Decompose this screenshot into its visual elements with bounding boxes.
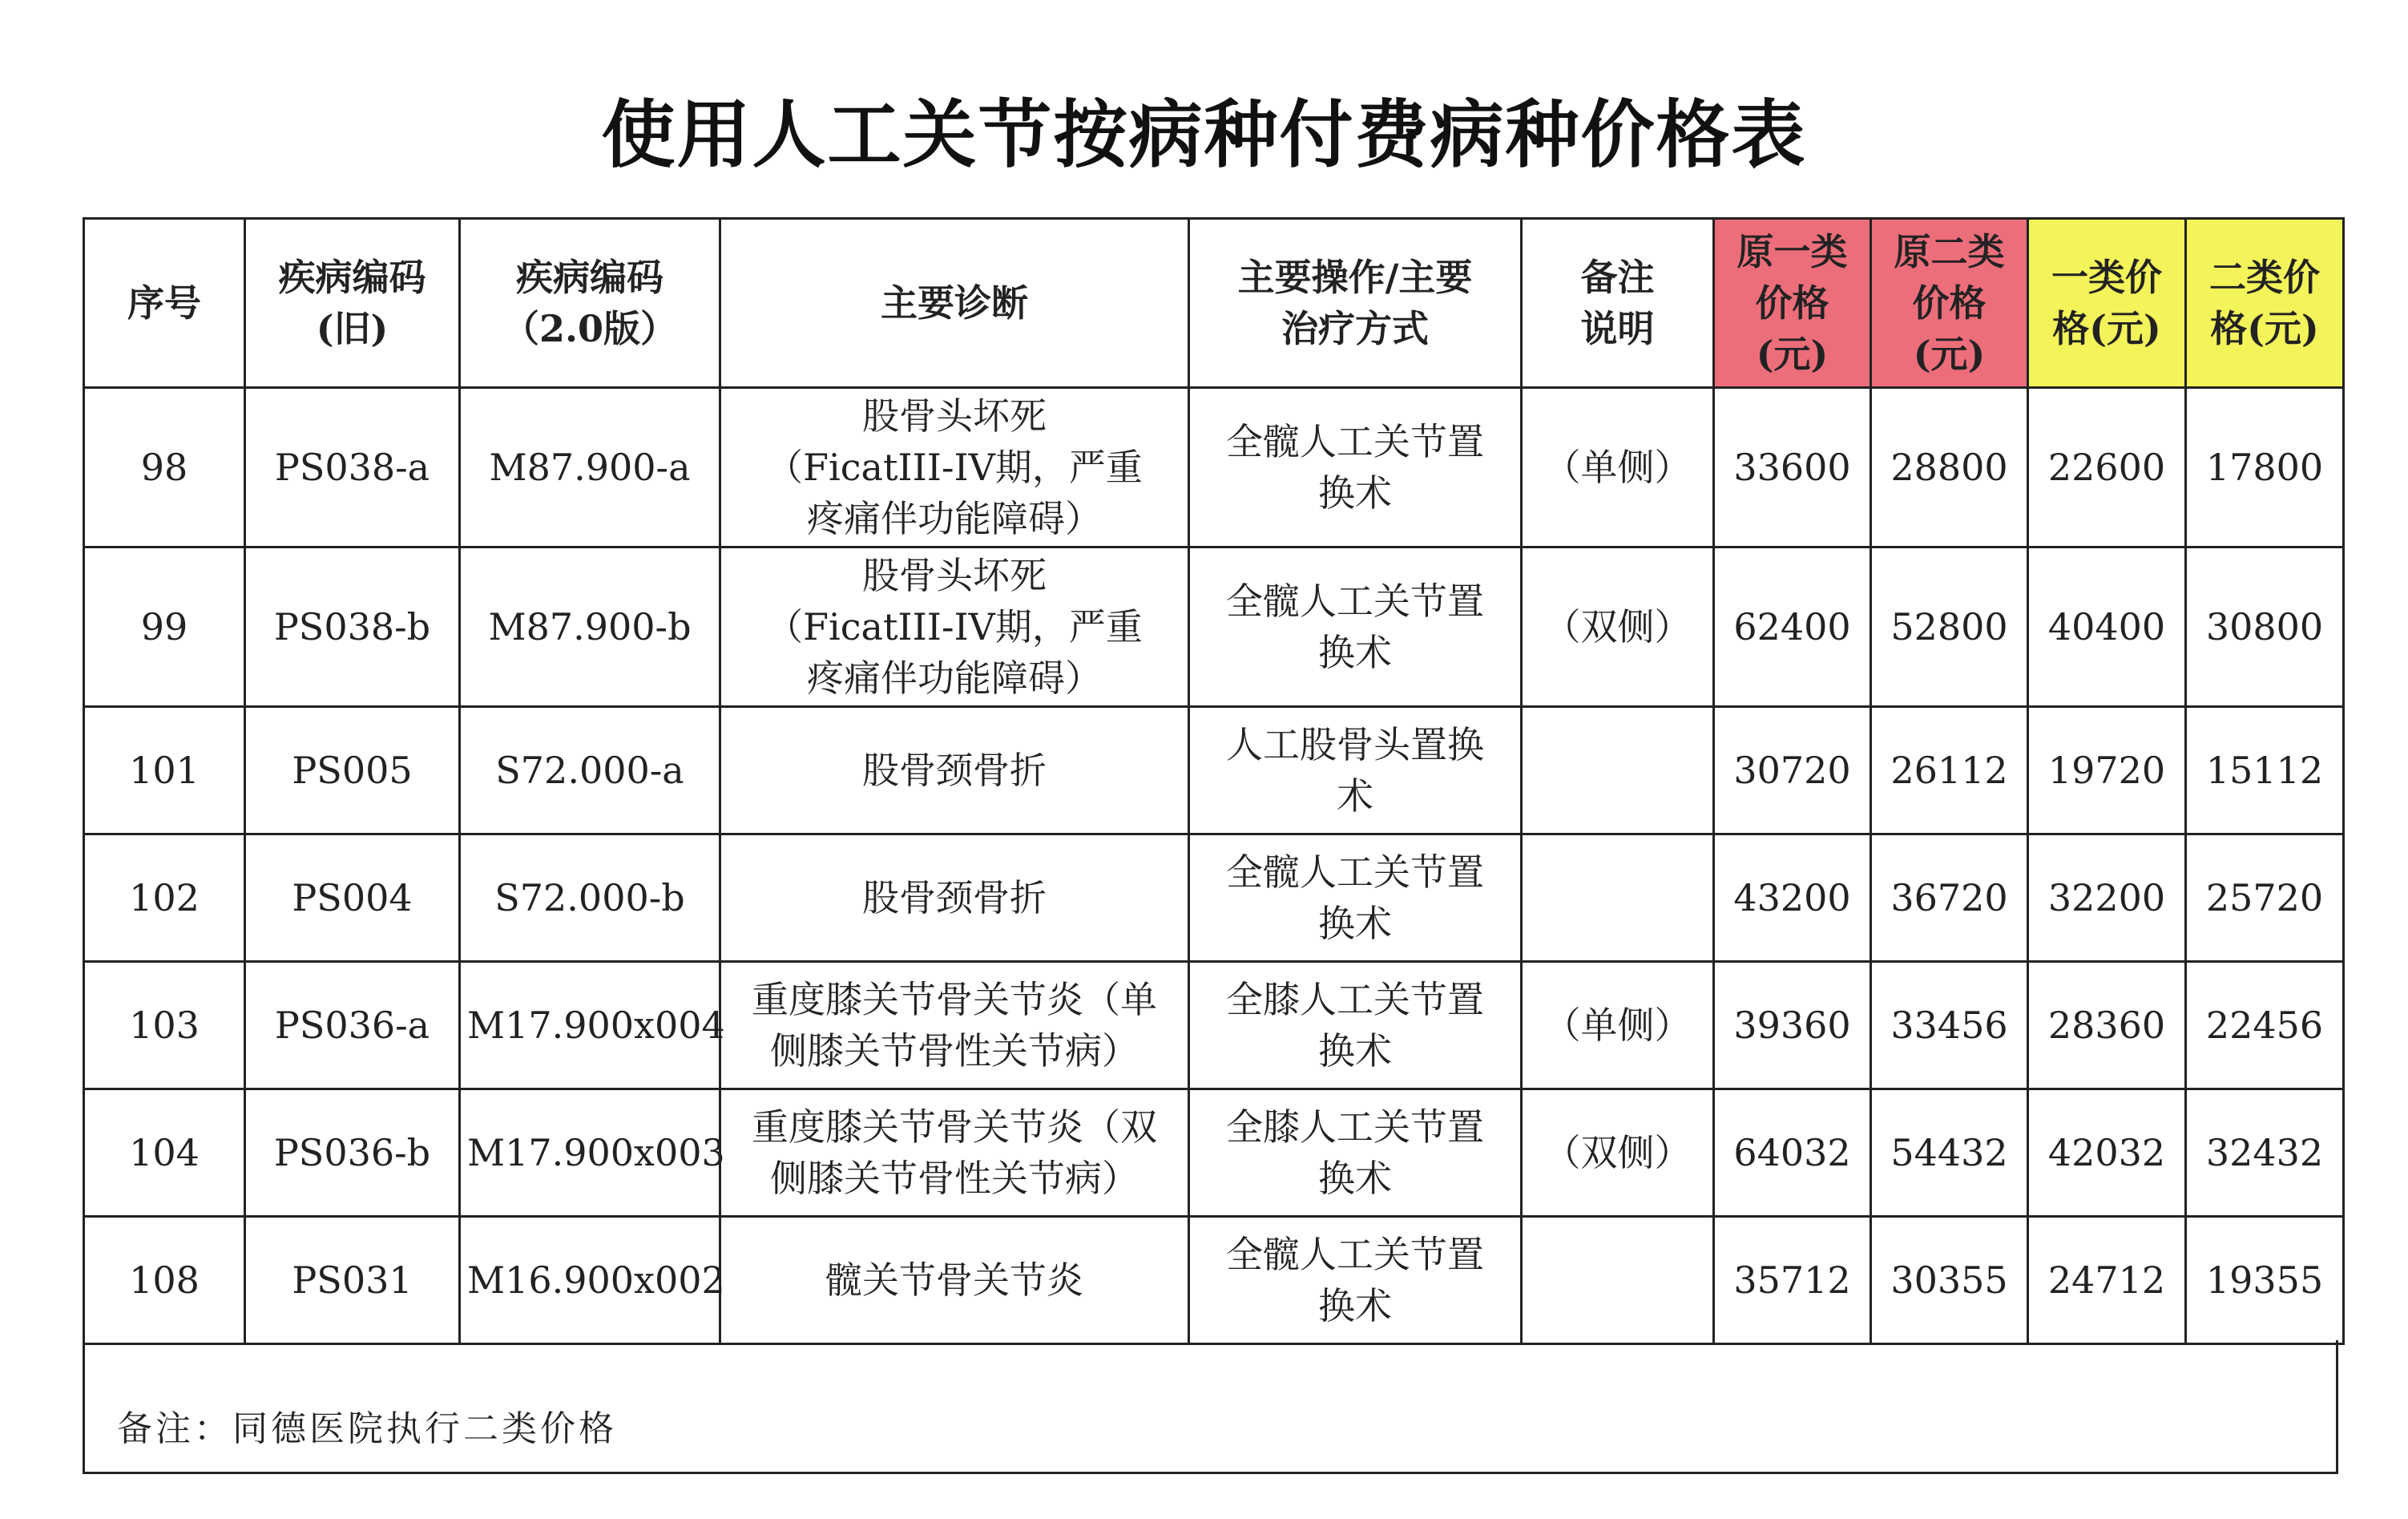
row-seq: 102 — [84, 834, 245, 962]
row-diagnosis: 股骨颈骨折 — [720, 834, 1189, 962]
row-seq: 108 — [84, 1217, 245, 1344]
header-code-new: 疾病编码 （2.0版） — [460, 219, 720, 388]
header-orig-class1-price: 原一类 价格 (元) — [1714, 219, 1871, 388]
header-class2-price: 二类价 格(元) — [2186, 219, 2344, 388]
row-class2-price: 19355 — [2186, 1217, 2344, 1344]
row-seq: 98 — [84, 388, 245, 547]
note-box — [83, 1340, 2338, 1474]
row-orig-class2-price: 54432 — [1871, 1089, 2028, 1217]
table-row — [84, 1217, 2344, 1344]
row-code-new: M17.900x003 — [460, 1089, 720, 1217]
row-remark — [1522, 834, 1714, 962]
row-code-old: PS004 — [245, 834, 460, 962]
row-class1-price: 24712 — [2028, 1217, 2186, 1344]
row-class2-price: 17800 — [2186, 388, 2344, 547]
header-orig-class2-price: 原二类 价格 (元) — [1871, 219, 2028, 388]
table-row — [84, 707, 2344, 834]
header-diagnosis: 主要诊断 — [720, 219, 1189, 388]
note-text: 备注：同德医院执行二类价格 — [117, 1408, 617, 1449]
table-row — [84, 388, 2344, 547]
row-orig-class1-price: 30720 — [1714, 707, 1871, 834]
row-code-old: PS036-a — [245, 962, 460, 1089]
header-remark: 备注 说明 — [1522, 219, 1714, 388]
row-code-old: PS038-b — [245, 547, 460, 707]
row-diagnosis: 股骨颈骨折 — [720, 707, 1189, 834]
row-diagnosis: 股骨头坏死 （FicatIII-IV期，严重 疼痛伴功能障碍） — [720, 388, 1189, 547]
row-seq: 101 — [84, 707, 245, 834]
row-orig-class2-price: 30355 — [1871, 1217, 2028, 1344]
row-class2-price: 22456 — [2186, 962, 2344, 1089]
row-orig-class1-price: 35712 — [1714, 1217, 1871, 1344]
table-row — [84, 1089, 2344, 1217]
row-remark — [1522, 1217, 1714, 1344]
row-class1-price: 42032 — [2028, 1089, 2186, 1217]
row-orig-class1-price: 39360 — [1714, 962, 1871, 1089]
row-diagnosis: 髋关节骨关节炎 — [720, 1217, 1189, 1344]
row-orig-class1-price: 43200 — [1714, 834, 1871, 962]
row-class2-price: 25720 — [2186, 834, 2344, 962]
page-title: 使用人工关节按病种付费病种价格表 — [601, 91, 1807, 178]
table-row — [84, 834, 2344, 962]
row-class2-price: 32432 — [2186, 1089, 2344, 1217]
header-code-old: 疾病编码 (旧) — [245, 219, 460, 388]
row-operation: 全髋人工关节置 换术 — [1189, 1217, 1522, 1344]
row-diagnosis: 重度膝关节骨关节炎（单 侧膝关节骨性关节病） — [720, 962, 1189, 1089]
row-diagnosis: 股骨头坏死 （FicatIII-IV期，严重 疼痛伴功能障碍） — [720, 547, 1189, 707]
row-code-new: S72.000-b — [460, 834, 720, 962]
row-class2-price: 15112 — [2186, 707, 2344, 834]
row-code-old: PS038-a — [245, 388, 460, 547]
row-remark — [1522, 707, 1714, 834]
row-seq: 99 — [84, 547, 245, 707]
row-diagnosis: 重度膝关节骨关节炎（双 侧膝关节骨性关节病） — [720, 1089, 1189, 1217]
row-seq: 103 — [84, 962, 245, 1089]
row-code-new: M16.900x002 — [460, 1217, 720, 1344]
row-orig-class2-price: 52800 — [1871, 547, 2028, 707]
row-class1-price: 22600 — [2028, 388, 2186, 547]
row-operation: 全膝人工关节置 换术 — [1189, 1089, 1522, 1217]
row-remark: （双侧） — [1522, 1089, 1714, 1217]
row-code-new: M87.900-b — [460, 547, 720, 707]
row-operation: 人工股骨头置换 术 — [1189, 707, 1522, 834]
row-orig-class2-price: 33456 — [1871, 962, 2028, 1089]
header-operation: 主要操作/主要 治疗方式 — [1189, 219, 1522, 388]
row-operation: 全膝人工关节置 换术 — [1189, 962, 1522, 1089]
row-class1-price: 32200 — [2028, 834, 2186, 962]
row-seq: 104 — [84, 1089, 245, 1217]
row-orig-class1-price: 33600 — [1714, 388, 1871, 547]
row-class1-price: 19720 — [2028, 707, 2186, 834]
row-operation: 全髋人工关节置 换术 — [1189, 388, 1522, 547]
row-code-new: M17.900x004 — [460, 962, 720, 1089]
row-code-new: S72.000-a — [460, 707, 720, 834]
header-seq: 序号 — [84, 219, 245, 388]
row-remark: （双侧） — [1522, 547, 1714, 707]
table-row — [84, 962, 2344, 1089]
row-code-old: PS031 — [245, 1217, 460, 1344]
row-remark: （单侧） — [1522, 388, 1714, 547]
row-class2-price: 30800 — [2186, 547, 2344, 707]
row-orig-class1-price: 62400 — [1714, 547, 1871, 707]
row-code-old: PS005 — [245, 707, 460, 834]
row-code-new: M87.900-a — [460, 388, 720, 547]
price-table — [83, 217, 2345, 1345]
header-class1-price: 一类价 格(元) — [2028, 219, 2186, 388]
row-orig-class2-price: 26112 — [1871, 707, 2028, 834]
row-orig-class2-price: 28800 — [1871, 388, 2028, 547]
row-code-old: PS036-b — [245, 1089, 460, 1217]
row-remark: （单侧） — [1522, 962, 1714, 1089]
table-row — [84, 547, 2344, 707]
row-operation: 全髋人工关节置 换术 — [1189, 547, 1522, 707]
row-orig-class1-price: 64032 — [1714, 1089, 1871, 1217]
header-row — [84, 219, 2344, 388]
row-class1-price: 28360 — [2028, 962, 2186, 1089]
row-orig-class2-price: 36720 — [1871, 834, 2028, 962]
row-class1-price: 40400 — [2028, 547, 2186, 707]
row-operation: 全髋人工关节置 换术 — [1189, 834, 1522, 962]
